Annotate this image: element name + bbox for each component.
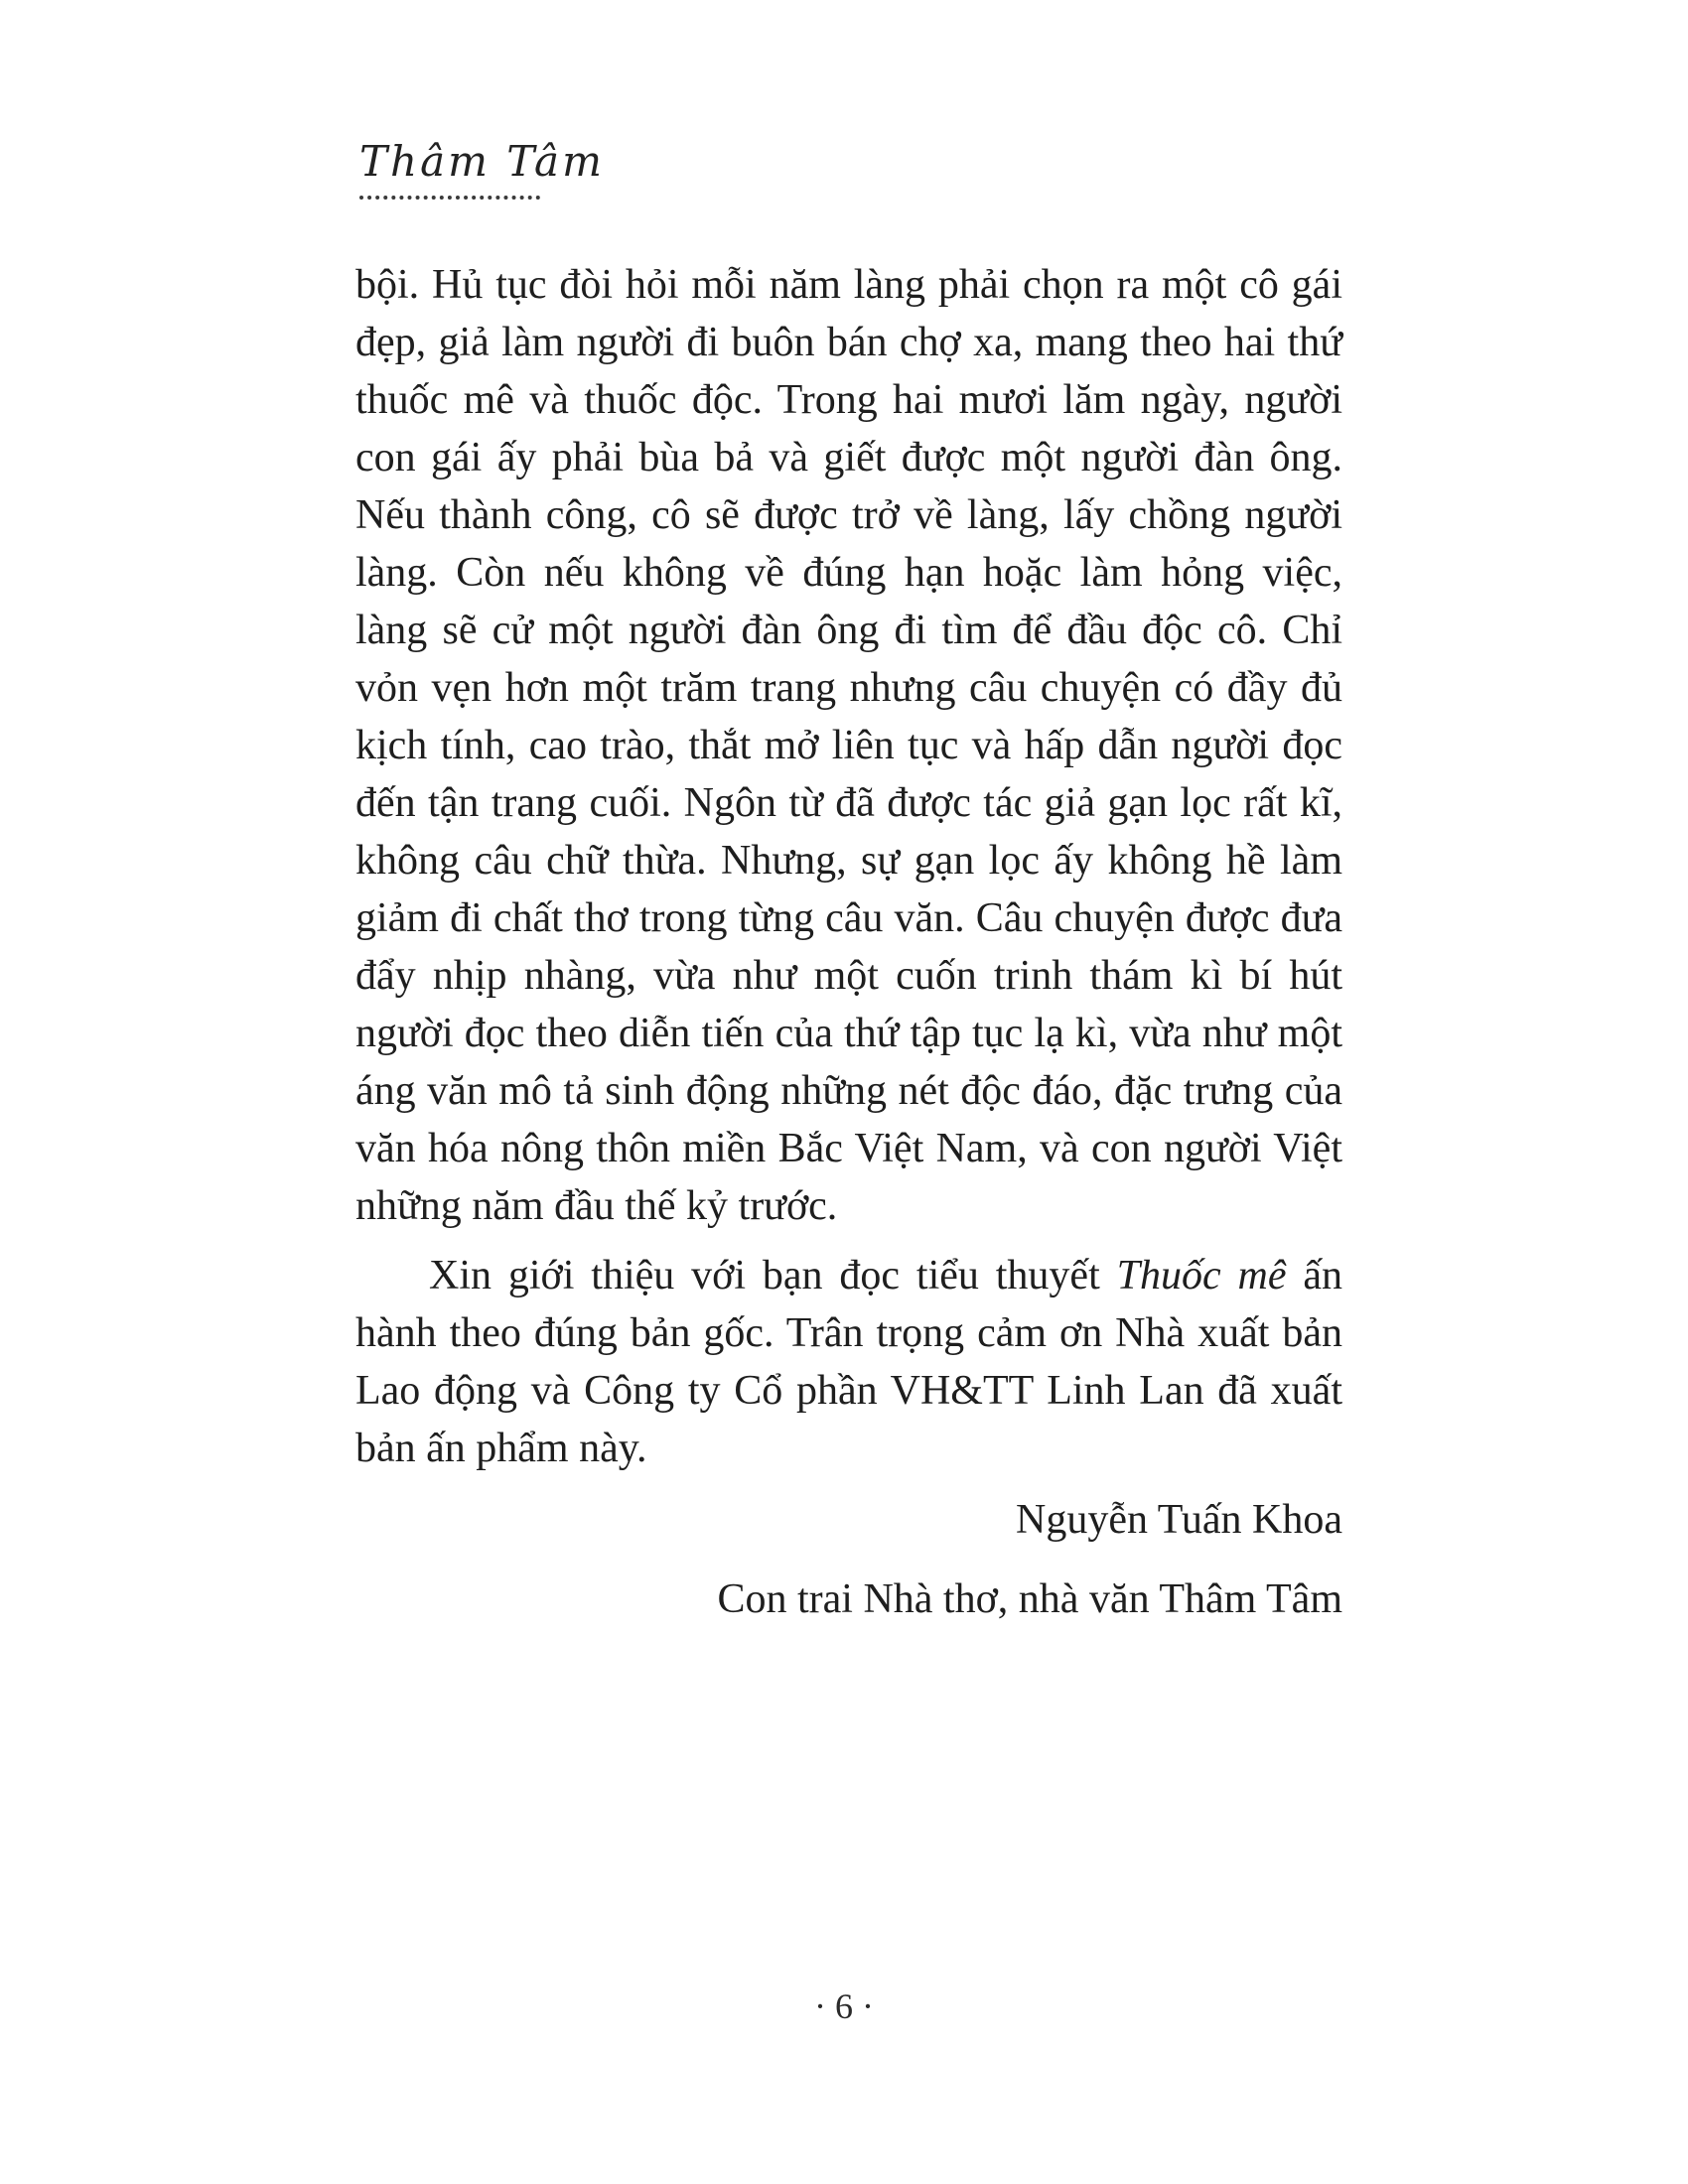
paragraph-2-tail: ấn hành theo đúng bản gốc. Trân trọng cảm ơn Nhà xuất bản Lao động và Công ty Cổ phần VH&TT Linh Lan đã xuất bản ấn phẩm này.: [355, 1253, 1342, 1471]
running-header: [359, 137, 605, 200]
signature-name: Nguyễn Tuấn Khoa: [1015, 1497, 1342, 1543]
signature-title: Con trai Nhà thơ, nhà văn Thâm Tâm: [717, 1576, 1342, 1622]
page-number: · 6 ·: [814, 1986, 874, 2026]
body-paragraph-2: [355, 1247, 1342, 1477]
body-paragraph-1: bội. Hủ tục đòi hỏi mỗi năm làng phải chọn ra một cô gái đẹp, giả làm người đi buôn bán chợ xa, mang theo hai thứ thuốc mê và thuốc độc. Trong hai mươi lăm ngày, người con gái ấy phải bùa bả và giết được một người đàn ông. Nếu thành công, cô sẽ được trở về làng, lấy chồng người làng. Còn nếu không về đúng hạn hoặc làm hỏng việc, làng sẽ cử một người đàn ông đi tìm để đầu độc cô. Chỉ vỏn vẹn hơn một trăm trang nhưng câu chuyện có đầy đủ kịch tính, cao trào, thắt mở liên tục và hấp dẫn người đọc đến tận trang cuối. Ngôn từ đã được tác giả gạn lọc rất kĩ, không câu chữ thừa. Nhưng, sự gạn lọc ấy không hề làm giảm đi chất thơ trong từng câu văn. Câu chuyện được đưa đẩy nhịp nhàng, vừa như một cuốn trinh thám kì bí hút người đọc theo diễn tiến của thứ tập tục lạ kì, vừa như một áng văn mô tả sinh động những nét độc đáo, đặc trưng của văn hóa nông thôn miền Bắc Việt Nam, và con người Việt những năm đầu thế kỷ trước.: [355, 262, 1342, 1229]
signature-block: [355, 1491, 1342, 1628]
paragraph-2-lead: Xin giới thiệu với bạn đọc tiểu thuyết: [429, 1253, 1117, 1298]
running-header-author: Thâm Tâm: [359, 137, 605, 186]
book-title-italic: Thuốc mê: [1116, 1253, 1287, 1298]
text-block: [355, 256, 1342, 1628]
dotted-rule: [359, 196, 540, 200]
